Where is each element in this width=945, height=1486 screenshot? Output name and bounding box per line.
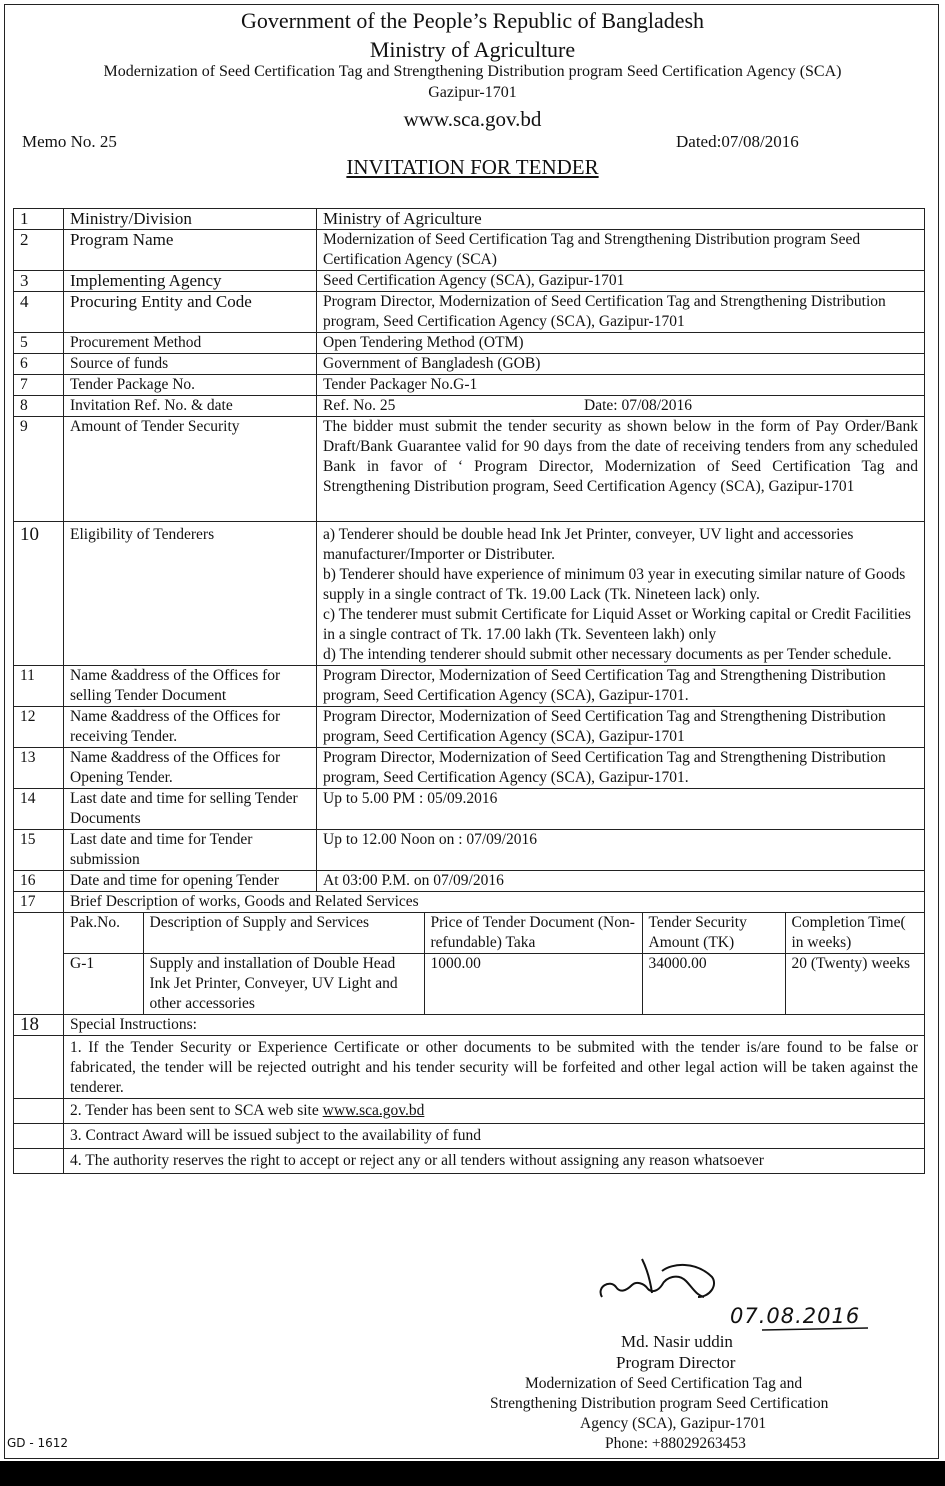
header-location: Gazipur-1701 bbox=[428, 84, 517, 101]
table-row bbox=[14, 230, 925, 271]
website-link[interactable]: www.sca.gov.bd bbox=[322, 1102, 425, 1119]
row-value bbox=[317, 396, 925, 417]
services-header: Pak.No. bbox=[70, 914, 120, 931]
row-label: Last date and time for Tender submission bbox=[64, 830, 317, 871]
eligibility-item: a) Tenderer should be double head Ink Jet Printer, conveyer, UV light and accessories manufacturer/Importer or Distributer. bbox=[323, 526, 854, 563]
table-row bbox=[14, 396, 925, 417]
instruction-item: 4. The authority reserves the right to accept or reject any or all tenders without assigning any reason whatsoever bbox=[64, 1149, 925, 1174]
row-value bbox=[317, 522, 925, 666]
instruction-item: 3. Contract Award will be issued subject to the availability of fund bbox=[64, 1124, 925, 1149]
row-number: 18 bbox=[14, 1015, 64, 1036]
ref-number: Ref. No. 25 bbox=[323, 397, 396, 414]
row-number: 14 bbox=[14, 789, 64, 830]
table-row bbox=[14, 871, 925, 892]
row-value: Open Tendering Method (OTM) bbox=[317, 333, 925, 354]
row-label: Procuring Entity and Code bbox=[64, 292, 317, 333]
eligibility-item: c) The tenderer must submit Certificate for Liquid Asset or Working capital or Credit Facilities in a single contract of Tk. 17.00 lakh (Tk. Seventeen lakh) only bbox=[323, 606, 911, 643]
row-number: 11 bbox=[14, 666, 64, 707]
row-number: 8 bbox=[14, 396, 64, 417]
signatory-phone: Phone: +88029263453 bbox=[605, 1435, 746, 1452]
row-number-empty bbox=[14, 1036, 64, 1099]
table-row bbox=[14, 666, 925, 707]
header-program: Modernization of Seed Certification Tag and Strengthening Distribution program Seed Certification Agency (SCA) bbox=[103, 63, 842, 80]
row-label: Brief Description of works, Goods and Related Services bbox=[64, 892, 925, 913]
table-row bbox=[14, 417, 925, 522]
instruction-item bbox=[64, 1099, 925, 1124]
row-value: Program Director, Modernization of Seed Certification Tag and Strengthening Distribution program, Seed Certification Agency (SCA), Gazipur-1701. bbox=[317, 748, 925, 789]
signature-scribble bbox=[592, 1257, 732, 1317]
table-row bbox=[14, 707, 925, 748]
signatory-name: Md. Nasir uddin bbox=[621, 1332, 733, 1351]
header-government: Government of the People’s Republic of Bangladesh bbox=[240, 8, 705, 33]
signature-date: 07.08.2016 bbox=[730, 1304, 861, 1328]
table-row bbox=[14, 830, 925, 871]
table-row bbox=[14, 522, 925, 666]
services-cell: 20 (Twenty) weeks bbox=[785, 954, 924, 1015]
table-row bbox=[14, 748, 925, 789]
signatory-line: Strengthening Distribution program Seed Certification bbox=[490, 1395, 829, 1412]
row-label: Tender Package No. bbox=[64, 375, 317, 396]
table-row bbox=[14, 1036, 925, 1099]
row-label: Name &address of the Offices for receiving Tender. bbox=[64, 707, 317, 748]
table-row bbox=[14, 333, 925, 354]
row-number: 15 bbox=[14, 830, 64, 871]
table-row bbox=[14, 1149, 925, 1174]
row-number: 6 bbox=[14, 354, 64, 375]
row-number: 9 bbox=[14, 417, 64, 522]
row-value: Ministry of Agriculture bbox=[317, 209, 925, 230]
page-title bbox=[0, 155, 945, 180]
row-number: 5 bbox=[14, 333, 64, 354]
row-value: Program Director, Modernization of Seed Certification Tag and Strengthening Distribution program, Seed Certification Agency (SCA), Gazipur-1701. bbox=[317, 666, 925, 707]
services-header: Tender Security Amount (TK) bbox=[642, 913, 785, 954]
row-label: Name &address of the Offices for Opening Tender. bbox=[64, 748, 317, 789]
services-header: Completion Time( in weeks) bbox=[785, 913, 924, 954]
row-value: Government of Bangladesh (GOB) bbox=[317, 354, 925, 375]
row-label: Date and time for opening Tender bbox=[64, 871, 317, 892]
row-label: Ministry/Division bbox=[64, 209, 317, 230]
header-ministry: Ministry of Agriculture bbox=[369, 37, 576, 62]
services-table-cell bbox=[64, 913, 925, 1015]
row-value: Seed Certification Agency (SCA), Gazipur-1701 bbox=[317, 271, 925, 292]
row-value: The bidder must submit the tender security as shown below in the form of Pay Order/Bank Draft/Bank Guarantee valid for 90 days from the date of receiving tenders from any scheduled Bank in favor of ‘ Program Director, Modernization of Seed Certification Tag and Strengthening Distribution program, Seed Certification Agency (SCA), Gazipur-1701 bbox=[317, 417, 925, 522]
services-header-row bbox=[64, 913, 924, 954]
row-label: Name &address of the Offices for selling Tender Document bbox=[64, 666, 317, 707]
row-number-empty bbox=[14, 913, 64, 1015]
signature-underline bbox=[760, 1326, 870, 1332]
services-header: Price of Tender Document (Non-refundable) Taka bbox=[424, 913, 642, 954]
services-cell: 34000.00 bbox=[642, 954, 785, 1015]
row-number: 3 bbox=[14, 271, 64, 292]
row-number: 1 bbox=[14, 209, 64, 230]
table-row bbox=[14, 892, 925, 913]
table-row bbox=[14, 913, 925, 1015]
row-number-empty bbox=[14, 1099, 64, 1124]
row-number: 17 bbox=[14, 892, 64, 913]
services-table bbox=[64, 913, 924, 1014]
row-label: Source of funds bbox=[64, 354, 317, 375]
table-row bbox=[14, 1099, 925, 1124]
table-row bbox=[14, 1015, 925, 1036]
ref-date: Date: 07/08/2016 bbox=[584, 397, 693, 414]
row-number-empty bbox=[14, 1149, 64, 1174]
row-label: Invitation Ref. No. & date bbox=[64, 396, 317, 417]
services-header: Description of Supply and Services bbox=[143, 913, 424, 954]
services-data-row bbox=[64, 954, 924, 1015]
row-number: 13 bbox=[14, 748, 64, 789]
table-row bbox=[14, 789, 925, 830]
tender-table bbox=[13, 208, 925, 1174]
row-label: Amount of Tender Security bbox=[64, 417, 317, 522]
signatory-line: Modernization of Seed Certification Tag and bbox=[525, 1375, 803, 1392]
table-row bbox=[14, 271, 925, 292]
footer-code: GD - 1612 bbox=[7, 1436, 69, 1450]
row-number: 2 bbox=[14, 230, 64, 271]
row-value: Up to 12.00 Noon on : 07/09/2016 bbox=[317, 830, 925, 871]
memo-number: Memo No. 25 bbox=[22, 132, 117, 151]
signatory-line: Agency (SCA), Gazipur-1701 bbox=[580, 1415, 767, 1432]
row-label: Program Name bbox=[64, 230, 317, 271]
table-row bbox=[14, 375, 925, 396]
table-row bbox=[14, 292, 925, 333]
page-title-text: INVITATION FOR TENDER bbox=[346, 155, 599, 179]
header-website: www.sca.gov.bd bbox=[403, 107, 542, 131]
row-value: At 03:00 P.M. on 07/09/2016 bbox=[317, 871, 925, 892]
services-cell: 1000.00 bbox=[424, 954, 642, 1015]
row-label: Implementing Agency bbox=[64, 271, 317, 292]
row-label: Special Instructions: bbox=[64, 1015, 925, 1036]
row-label: Last date and time for selling Tender Documents bbox=[64, 789, 317, 830]
signatory-designation: Program Director bbox=[616, 1353, 736, 1372]
row-number: 4 bbox=[14, 292, 64, 333]
row-number: 10 bbox=[14, 522, 64, 666]
memo-date: Dated:07/08/2016 bbox=[676, 132, 799, 151]
table-row bbox=[14, 1124, 925, 1149]
row-value: Modernization of Seed Certification Tag and Strengthening Distribution program Seed Certification Agency (SCA) bbox=[317, 230, 925, 271]
instruction-text: 2. Tender has been sent to SCA web site bbox=[70, 1102, 319, 1119]
row-number: 12 bbox=[14, 707, 64, 748]
row-number-empty bbox=[14, 1124, 64, 1149]
row-number: 7 bbox=[14, 375, 64, 396]
eligibility-item: d) The intending tenderer should submit other necessary documents as per Tender schedule. bbox=[323, 646, 892, 663]
table-row bbox=[14, 354, 925, 375]
row-value: Program Director, Modernization of Seed Certification Tag and Strengthening Distribution program, Seed Certification Agency (SCA), Gazipur-1701 bbox=[317, 707, 925, 748]
row-value: Program Director, Modernization of Seed Certification Tag and Strengthening Distribution program, Seed Certification Agency (SCA), Gazipur-1701 bbox=[317, 292, 925, 333]
row-value: Up to 5.00 PM : 05/09.2016 bbox=[317, 789, 925, 830]
row-value: Tender Packager No.G-1 bbox=[317, 375, 925, 396]
services-cell: G-1 bbox=[64, 954, 143, 1015]
bottom-bar bbox=[0, 1461, 945, 1486]
row-label: Procurement Method bbox=[64, 333, 317, 354]
row-label: Eligibility of Tenderers bbox=[64, 522, 317, 666]
row-number: 16 bbox=[14, 871, 64, 892]
table-row bbox=[14, 209, 925, 230]
services-cell: Supply and installation of Double Head Ink Jet Printer, Conveyer, UV Light and other accessories bbox=[143, 954, 424, 1015]
instruction-item: 1. If the Tender Security or Experience Certificate or other documents to be submited with the tender is/are found to be false or fabricated, the tender will be rejected outright and his tender security will be forfeited and other legal action will be taken against the tenderer. bbox=[64, 1036, 925, 1099]
eligibility-item: b) Tenderer should have experience of minimum 03 year in executing similar nature of Goods supply in a single contract of Tk. 19.00 Lack (Tk. Nineteen lack) only. bbox=[323, 566, 906, 603]
